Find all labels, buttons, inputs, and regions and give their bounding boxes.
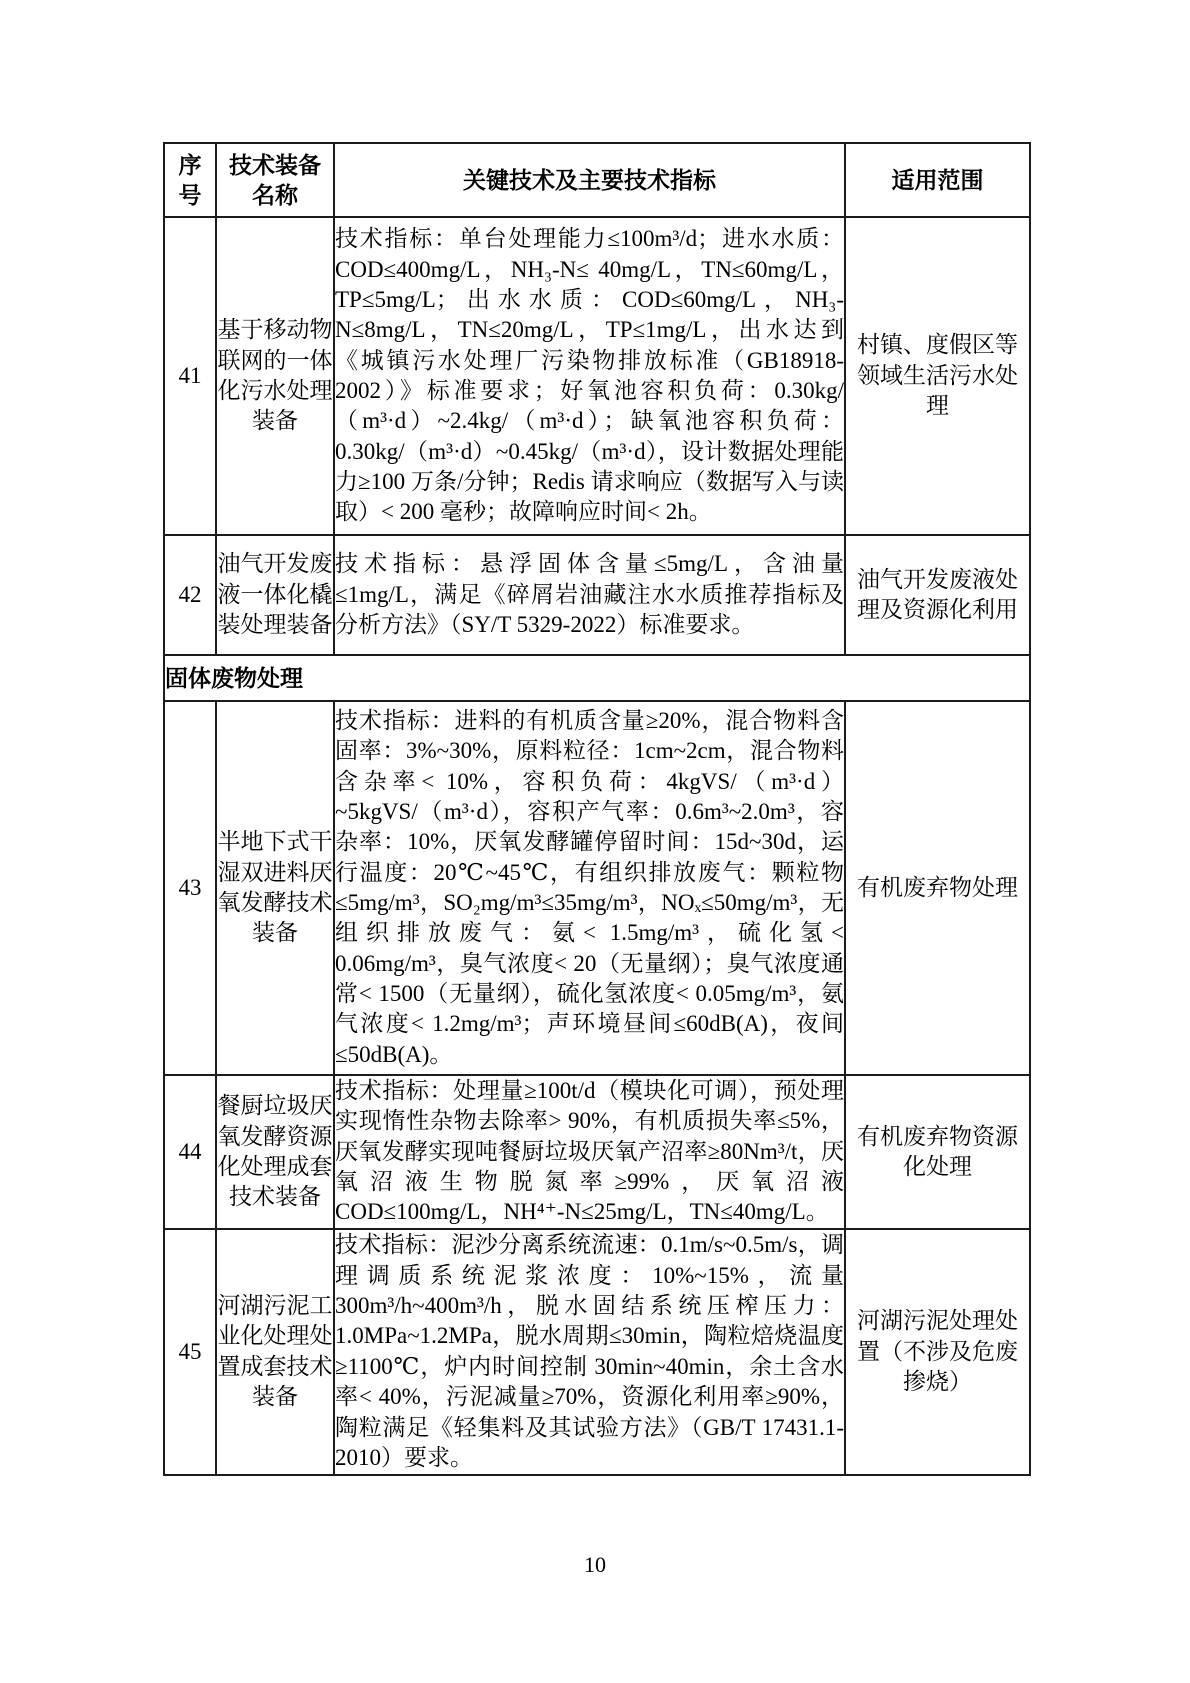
header-cell-no: 序号 — [164, 143, 216, 217]
row-43-technical-indicators: 技术指标：进料的有机质含量≥20%，混合物料含固率：3%~30%，原料粒径：1cm~2cm，混合物料含杂率< 10%，容积负荷：4kgVS/（m³·d）~5kgVS/（m³·d），容积产气率：0.6m³~2.0m³，容杂率：10%，厌氧发酵罐停留时间：15d~30d，运行温度：20℃~45℃，有组织排放废气：颗粒物≤5mg/m³，SO₂mg/m³≤35mg/m³，NOₓ≤50mg/m³，无组织排放废气：氨< 1.5mg/m³，硫化氢< 0.06mg/m³，臭气浓度< 20（无量纲）；臭气浓度通常< 1500（无量纲），硫化氢浓度< 0.05mg/m³，氨气浓度< 1.2mg/m³；声环境昼间≤60dB(A)，夜间≤50dB(A)。 — [334, 701, 845, 1075]
row-44-technical-indicators: 技术指标：处理量≥100t/d（模块化可调），预处理实现惰性杂物去除率> 90%，有机质损失率≤5%，厌氧发酵实现吨餐厨垃圾厌氧产沼率≥80Nm³/t，厌氧沼液生物脱氮率≥99%，厌氧沼液COD≤100mg/L，NH⁴⁺-N≤25mg/L，TN≤40mg/L。 — [334, 1075, 845, 1229]
table-row-41 — [164, 217, 1030, 535]
row-45-technical-indicators: 技术指标：泥沙分离系统流速：0.1m/s~0.5m/s，调理调质系统泥浆浓度：10%~15%，流量300m³/h~400m³/h，脱水固结系统压榨压力：1.0MPa~1.2MPa，脱水周期≤30min，陶粒焙烧温度≥1100℃，炉内时间控制 30min~40min，余土含水率< 40%，污泥减量≥70%，资源化利用率≥90%，陶粒满足《轻集料及其试验方法》（GB/T 17431.1-2010）要求。 — [334, 1229, 845, 1475]
row-43-number: 43 — [164, 701, 216, 1075]
row-43-equipment-name: 半地下式干湿双进料厌氧发酵技术装备 — [216, 701, 334, 1075]
row-45-number: 45 — [164, 1229, 216, 1475]
table-row-44 — [164, 1075, 1030, 1229]
header-cell-spec: 关键技术及主要技术指标 — [334, 143, 845, 217]
row-41-equipment-name: 基于移动物联网的一体化污水处理装备 — [216, 217, 334, 535]
row-42-applicable-scope: 油气开发废液处理及资源化利用 — [845, 535, 1030, 655]
page-number: 10 — [584, 1552, 606, 1577]
equipment-spec-table — [163, 142, 1031, 1476]
row-42-number: 42 — [164, 535, 216, 655]
row-45-equipment-name: 河湖污泥工业化处理处置成套技术装备 — [216, 1229, 334, 1475]
table-row-45 — [164, 1229, 1030, 1475]
row-44-applicable-scope: 有机废弃物资源化处理 — [845, 1075, 1030, 1229]
row-44-equipment-name: 餐厨垃圾厌氧发酵资源化处理成套技术装备 — [216, 1075, 334, 1229]
table-row-43 — [164, 701, 1030, 1075]
row-45-applicable-scope: 河湖污泥处理处置（不涉及危废掺烧） — [845, 1229, 1030, 1475]
row-42-technical-indicators: 技术指标：悬浮固体含量≤5mg/L，含油量≤1mg/L，满足《碎屑岩油藏注水水质推荐指标及分析方法》（SY/T 5329-2022）标准要求。 — [334, 535, 845, 655]
row-41-applicable-scope: 村镇、度假区等领域生活污水处理 — [845, 217, 1030, 535]
row-42-equipment-name: 油气开发废液一体化橇装处理装备 — [216, 535, 334, 655]
row-43-applicable-scope: 有机废弃物处理 — [845, 701, 1030, 1075]
row-41-technical-indicators: 技术指标：单台处理能力≤100m³/d；进水水质：COD≤400mg/L，NH₃-N≤ 40mg/L，TN≤60mg/L，TP≤5mg/L；出水水质：COD≤60mg/L，NH₃-N≤8mg/L，TN≤20mg/L，TP≤1mg/L，出水达到《城镇污水处理厂污染物排放标准（GB18918-2002）》标准要求；好氧池容积负荷：0.30kg/（m³·d）~2.4kg/（m³·d）；缺氧池容积负荷：0.30kg/（m³·d）~0.45kg/（m³·d），设计数据处理能力≥100 万条/分钟；Redis 请求响应（数据写入与读取）< 200 毫秒；故障响应时间< 2h。 — [334, 217, 845, 535]
section-header-solid-waste: 固体废物处理 — [164, 655, 1030, 701]
table-header-row — [164, 143, 1030, 217]
header-cell-name: 技术装备名称 — [216, 143, 334, 217]
row-41-number: 41 — [164, 217, 216, 535]
row-44-number: 44 — [164, 1075, 216, 1229]
table-row-42 — [164, 535, 1030, 655]
header-cell-scope: 适用范围 — [845, 143, 1030, 217]
section-header-row — [164, 655, 1030, 701]
